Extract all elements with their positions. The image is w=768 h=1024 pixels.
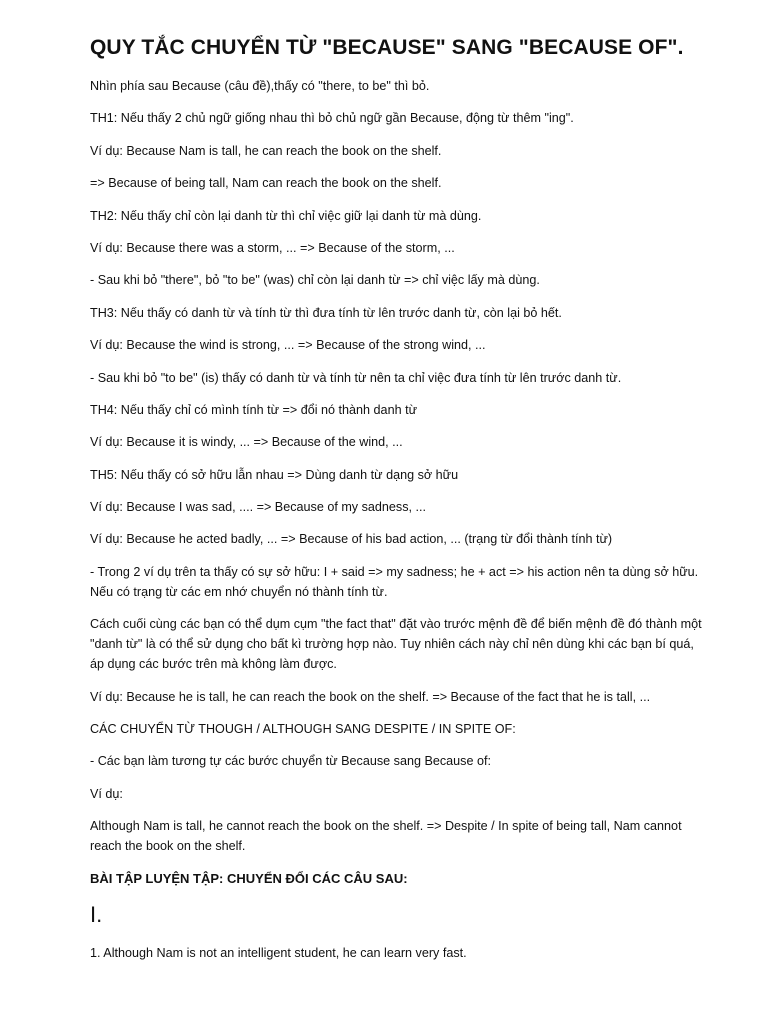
- example-th2: Ví dụ: Because there was a storm, ... => Because of the storm, ...: [90, 240, 455, 255]
- exercise-section-number: I.: [90, 901, 103, 927]
- example-th3: Ví dụ: Because the wind is strong, ... => Because of the strong wind, ...: [90, 338, 486, 353]
- though-example-label: Ví dụ:: [90, 786, 123, 801]
- result-th1: => Because of being tall, Nam can reach the book on the shelf.: [90, 176, 442, 191]
- rule-th5: TH5: Nếu thấy có sở hữu lẫn nhau => Dùng danh từ dạng sở hữu: [90, 467, 459, 482]
- exercise-title: BÀI TẬP LUYỆN TẬP: CHUYỂN ĐỔI CÁC CÂU SAU:: [90, 870, 408, 886]
- the-fact-that-paragraph: Cách cuối cùng các bạn có thể dụm cụm "the fact that" đặt vào trước mệnh đề để biến mệnh đề đó thành một "danh từ" là có thể sử dụng cho bất kì trường hợp nào. Tuy nhiên cách này chỉ nên dùng khi các bạn bí quá, áp dụng các bước trên mà không làm được.: [90, 617, 702, 672]
- rule-th4: TH4: Nếu thấy chỉ có mình tính từ => đổi nó thành danh từ: [90, 402, 418, 417]
- exercise-item-1: 1. Although Nam is not an intelligent student, he can learn very fast.: [90, 945, 467, 960]
- though-note: - Các bạn làm tương tự các bước chuyển từ Because sang Because of:: [90, 754, 491, 769]
- example-th4: Ví dụ: Because it is windy, ... => Because of the wind, ...: [90, 435, 403, 450]
- document-title: QUY TẮC CHUYỂN TỪ "BECAUSE" SANG "BECAUSE OF".: [90, 36, 684, 59]
- rule-th3: TH3: Nếu thấy có danh từ và tính từ thì đưa tính từ lên trước danh từ, còn lại bỏ hết.: [90, 305, 562, 320]
- intro-paragraph: Nhìn phía sau Because (câu đề),thấy có "there, to be" thì bỏ.: [90, 79, 430, 93]
- note-th3: - Sau khi bỏ "to be" (is) thấy có danh từ và tính từ nên ta chỉ việc đưa tính từ lên trước danh từ.: [90, 370, 622, 385]
- example-th5-b: Ví dụ: Because he acted badly, ... => Because of his bad action, ... (trạng từ đổi thành tính từ): [90, 532, 613, 547]
- example-th5-a: Ví dụ: Because I was sad, .... => Because of my sadness, ...: [90, 500, 427, 515]
- example-the-fact-that: Ví dụ: Because he is tall, he can reach the book on the shelf. => Because of the fact that he is tall, ...: [90, 689, 651, 704]
- though-example: Although Nam is tall, he cannot reach the book on the shelf. => Despite / In spite of being tall, Nam cannot reach the book on the shelf.: [90, 819, 682, 854]
- rule-th2: TH2: Nếu thấy chỉ còn lại danh từ thì chỉ việc giữ lại danh từ mà dùng.: [90, 208, 482, 223]
- note-th2: - Sau khi bỏ "there", bỏ "to be" (was) chỉ còn lại danh từ => chỉ việc lấy mà dùng.: [90, 273, 540, 288]
- example-th1: Ví dụ: Because Nam is tall, he can reach the book on the shelf.: [90, 143, 442, 158]
- rule-th1: TH1: Nếu thấy 2 chủ ngữ giống nhau thì bỏ chủ ngữ gần Because, động từ thêm "ing".: [90, 111, 574, 126]
- note-th5: - Trong 2 ví dụ trên ta thấy có sự sở hữu: I + said => my sadness; he + act => his action nên ta dùng sở hữu. Nếu có trạng từ các em nhớ chuyển nó thành tính từ.: [90, 564, 699, 599]
- though-section-heading: CÁC CHUYỂN TỪ THOUGH / ALTHOUGH SANG DESPITE / IN SPITE OF:: [90, 722, 516, 737]
